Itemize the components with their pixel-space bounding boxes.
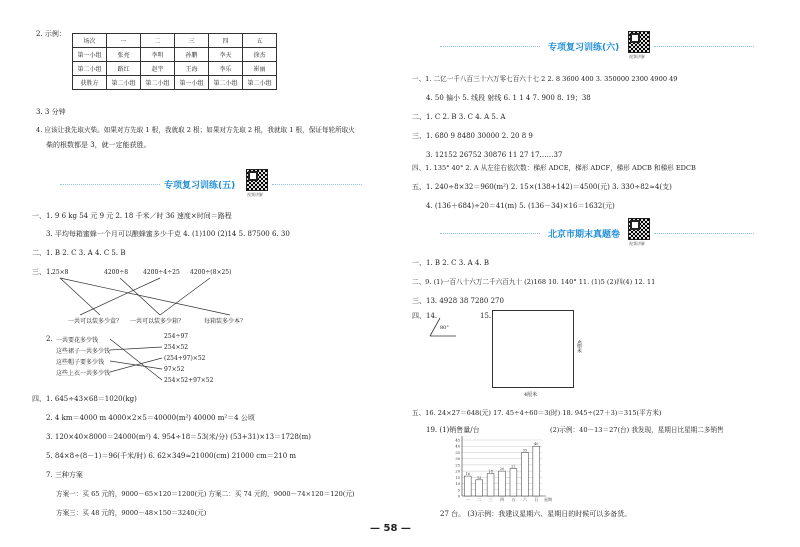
section5-title: 专项复习训练(五) — [164, 181, 236, 191]
s6-part3: 三、1. 680 9 8480 30000 2. 20 8 9 — [412, 132, 533, 140]
table-cell: 三 — [175, 34, 209, 48]
plan-1-2: 方案一：买 65 元的，9000－65×120＝1200(元) 方案二：买 74 元的，9000－74×120＝120(元) — [56, 490, 355, 498]
expr-2: 4200÷8 — [104, 269, 129, 276]
y-tick-label: 45 — [455, 438, 460, 443]
bj-q19: 19. (1)销售量/台 — [426, 426, 480, 434]
matching-lines-2 — [108, 336, 188, 386]
bar-value-label: 20 — [499, 467, 505, 472]
qr-code-icon — [628, 218, 650, 240]
qr-label: 视频讲解 — [629, 241, 645, 246]
desc-2: 这些裙子一共多少钱 — [56, 348, 111, 355]
table-cell: 场次 — [73, 34, 107, 48]
s6-part2: 二、1. C 2. B 3. C 4. A 5. A — [412, 113, 506, 121]
formula-4: 97×52 — [164, 366, 185, 373]
table-cell: 第二小组 — [243, 76, 277, 90]
y-tick-label: 25 — [455, 463, 460, 468]
s6-part3-q3: 3. 12152 26752 30876 11 27 17……37 — [426, 151, 563, 159]
y-tick-label: 20 — [455, 469, 460, 474]
bar — [510, 469, 517, 496]
bj-q19-part3: 27 台。 (3)示例：我建议星期六、星期日的时候可以多备货。 — [440, 510, 632, 518]
x-tick-label: 二 — [477, 497, 482, 502]
match-table — [72, 33, 277, 90]
table-cell: 第一小组 — [175, 76, 209, 90]
title-dots-left — [440, 233, 540, 234]
table-cell: 一 — [107, 34, 141, 48]
formula-5: 254×52+97×52 — [164, 377, 214, 384]
s5-part3-label: 三、1. — [32, 268, 53, 276]
match-line — [60, 278, 230, 315]
q3-answer: 3. 3 分钟 — [36, 108, 66, 116]
table-cell: 五 — [243, 34, 277, 48]
table-cell: 孙鹏 — [175, 48, 209, 62]
s5-part4-q7: 7. 三种方案 — [46, 471, 83, 479]
desc-4: 这些上衣一共多少钱 — [56, 370, 111, 377]
table-cell: 二 — [141, 34, 175, 48]
bar — [499, 471, 506, 496]
x-tick-label: 六 — [522, 497, 527, 502]
y-tick-label: 5 — [457, 488, 460, 493]
q4-line2: 柴的根数都是 3，就一定能获胜。 — [46, 141, 151, 149]
table-cell: 徐杰 — [243, 48, 277, 62]
table-cell: 路红 — [107, 62, 141, 76]
s6-part1-q4: 4. 50 偏小 5. 线段 射线 6. 1 1 4 7. 900 8. 19；38 — [426, 94, 591, 102]
bj-q19-part2: (2)示例：40－13＝27(台) 我发现，星期日比星期二多销售 — [550, 426, 724, 434]
angle-label: 80° — [440, 325, 449, 331]
square-drawing — [492, 310, 574, 388]
table-cell: 李天 — [209, 48, 243, 62]
s5-part3-q2-label: 2. — [46, 335, 53, 343]
right-column — [400, 0, 800, 547]
qr-label: 视频讲解 — [629, 54, 645, 59]
table-row — [73, 62, 277, 76]
q2-label: 2. 示例： — [36, 30, 66, 38]
bj-q15-label: 15. — [480, 312, 492, 320]
bar-value-label: 16 — [465, 472, 470, 477]
qr-label: 视频讲解 — [247, 192, 263, 197]
expr-3: 4200÷4÷25 — [143, 269, 180, 276]
qr-code-icon — [246, 169, 268, 191]
table-header-row — [73, 34, 277, 48]
question-1: 一共可以装多少盒？ — [68, 318, 123, 325]
s5-part1-q3: 3. 平均每箱蜜蜂一个月可以酿蜂蜜多少千克 4. (1)100 (2)14 5. 87500 6. 30 — [46, 230, 290, 238]
bj-part2: 二、9. (1)一百八十六万二千六百九十 (2)168 10. 140° 11. (1)5 (2)四(4) 12. 11 — [412, 278, 656, 286]
question-3: 每箱装多少本？ — [204, 318, 247, 325]
x-tick-label: 五 — [511, 497, 516, 502]
sales-bar-chart — [448, 436, 558, 516]
bj-part3: 三、13. 4928 38 7280 270 — [412, 297, 504, 305]
s5-part4-q3: 3. 120×40×8000＝24000(m²) 4. 954÷18＝53(米/分) (53+31)×13＝1728(m) — [46, 433, 311, 441]
title-dots-right — [654, 46, 754, 47]
table-cell: 第二小组 — [141, 76, 175, 90]
bj-part5: 五、16. 24×27＝648(元) 17. 45÷4÷60＝3(时) 18. 945÷(27＋3)＝315(平方米) — [412, 409, 662, 417]
q4-line1: 4. 应该让我先取火柴。如果对方先取 1 根，我就取 2 根；如果对方先取 2 根，我就取 1 根，保证每轮所取火 — [36, 126, 355, 134]
formula-3: (254+97)×52 — [164, 355, 206, 362]
y-tick-label: 15 — [455, 475, 460, 480]
bj-part1: 一、1. B 2. C 3. A 4. B — [412, 259, 489, 267]
bar-value-label: 13 — [476, 475, 482, 480]
table-cell: 张亮 — [107, 48, 141, 62]
x-tick-label: 一 — [465, 497, 470, 502]
square-bottom-label: 4厘米 — [524, 392, 538, 398]
title-dots-right — [654, 233, 754, 234]
x-tick-label: 三 — [488, 497, 493, 502]
s5-part2: 二、1. B 2. C 3. A 4. C 5. B — [32, 249, 126, 257]
y-tick-label: 35 — [455, 450, 460, 455]
s6-part4: 四、1. 135° 40° 2. A 从左往右依次数：梯形 ADCE，梯形 ADCF，梯形 ADCB 和梯形 EDCB — [412, 164, 696, 172]
s6-part5: 五、1. 240÷8×32＝960(m²) 2. 15×(138+142)＝4500(元) 3. 330÷82≈4(支) — [412, 183, 672, 191]
x-tick-label: 四 — [500, 497, 504, 502]
question-2: 一共可以装多少箱？ — [130, 318, 185, 325]
formula-1: 254÷97 — [164, 333, 189, 340]
bar — [476, 480, 483, 496]
match-line — [120, 278, 160, 315]
desc-3: 这些帽子要多少钱 — [56, 359, 105, 366]
s5-part4-q1: 四、1. 645÷43×68＝1020(kg) — [32, 395, 137, 403]
bar-value-label: 18 — [488, 469, 493, 474]
match-line — [110, 358, 162, 372]
y-tick-label: 30 — [455, 457, 460, 462]
s5-part4-q5: 5. 84×8÷(8－1)＝96(千米/时) 6. 62×349≈21000(cm) 21000 cm＝210 m — [46, 452, 297, 460]
title-dots-left — [60, 184, 160, 185]
x-tick-label: 日 — [534, 497, 539, 502]
bar-value-label: 22 — [511, 464, 516, 469]
y-tick-label: 10 — [455, 482, 460, 487]
match-line — [60, 278, 100, 315]
bar — [521, 452, 528, 496]
desc-1: 一共要花多少钱 — [56, 337, 99, 344]
title-dots-right — [272, 184, 362, 185]
plan-3: 方案三：买 48 元的，9000－48×150＝3240(元) — [56, 509, 207, 517]
match-line — [110, 339, 162, 380]
table-row — [73, 48, 277, 62]
table-row — [73, 76, 277, 90]
s6-part5-q4: 4. (136＋684)÷20＝41(m) 5. (136－34)×16＝1632(元) — [426, 202, 615, 210]
y-tick-label: 40 — [455, 444, 460, 449]
table-cell: 第一小组 — [73, 48, 107, 62]
expr-4: 4200÷(8×25) — [190, 269, 232, 276]
bar — [487, 474, 494, 496]
table-cell: 王海 — [175, 62, 209, 76]
match-line — [80, 278, 160, 315]
match-line — [160, 278, 210, 315]
bar — [533, 446, 540, 496]
s6-part1: 一、1. 二亿一千八百三十六万零七百六十七 2 2. 8 3600 400 3. 350000 2300 4900 49 — [412, 75, 678, 83]
title-dots-left — [440, 46, 540, 47]
table-cell: 崔丽 — [243, 62, 277, 76]
bar-value-label: 40 — [534, 442, 539, 447]
s5-part1: 一、1. 9 6 kg 54 元 9 元 2. 18 千米／时 36 速度×时间＝路程 — [32, 212, 232, 220]
x-axis-label: 星期 — [544, 497, 552, 502]
square-side-label: 4厘米 — [576, 340, 582, 354]
table-cell: 第二小组 — [209, 76, 243, 90]
qr-code-icon — [628, 31, 650, 53]
page-number: — 58 — — [370, 523, 411, 534]
section6-title: 专项复习训练(六) — [548, 43, 620, 53]
table-cell: 获胜方 — [73, 76, 107, 90]
bj-part4: 四、14. — [412, 312, 438, 320]
table-cell: 赵宇 — [141, 62, 175, 76]
table-cell: 第二小组 — [73, 62, 107, 76]
beijing-exam-title: 北京市期末真题卷 — [548, 230, 621, 240]
table-cell: 李明 — [141, 48, 175, 62]
bar-value-label: 35 — [522, 448, 528, 453]
table-cell: 第二小组 — [107, 76, 141, 90]
expr-1: 25×8 — [52, 269, 69, 276]
table-cell: 四 — [209, 34, 243, 48]
table-cell: 李乐 — [209, 62, 243, 76]
match-line — [110, 347, 162, 350]
bar — [464, 476, 471, 496]
angle-ray — [430, 318, 440, 336]
s5-part4-q2: 2. 4 km＝4000 m 4000×2×5＝40000(m²) 40000 m²＝4 公顷 — [46, 414, 255, 422]
y-tick-label: 0 — [457, 494, 460, 499]
formula-2: 254×52 — [164, 344, 189, 351]
